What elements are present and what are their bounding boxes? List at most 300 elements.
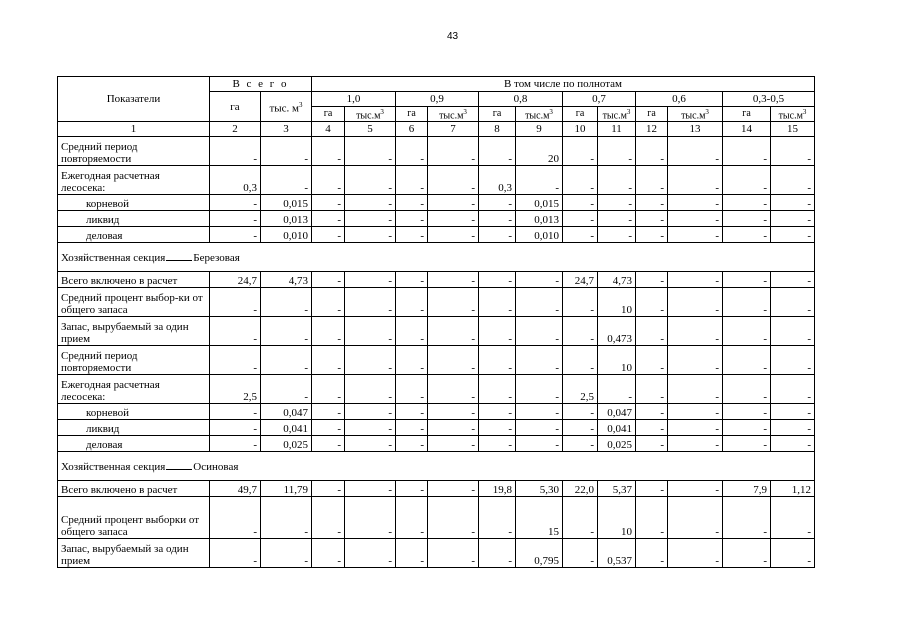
table-cell: - <box>723 420 771 436</box>
table-cell: - <box>723 317 771 346</box>
unit-label: тыс.м <box>439 110 464 122</box>
table-cell: - <box>312 481 345 497</box>
table-cell: - <box>723 539 771 568</box>
section-name: Осиновая <box>193 460 239 473</box>
header-unit-thous-m3 <box>516 107 563 122</box>
header-unit-ha: га <box>312 107 345 122</box>
table-cell: - <box>723 272 771 288</box>
table-cell: - <box>396 211 428 227</box>
table-cell: - <box>261 137 312 166</box>
header-unit-ha: га <box>563 107 598 122</box>
table-cell: - <box>668 166 723 195</box>
header-total-ha: га <box>210 92 261 122</box>
table-cell: - <box>261 497 312 539</box>
header-column-numbers <box>58 122 815 137</box>
table-cell: - <box>636 227 668 243</box>
column-number: 1 <box>58 122 210 137</box>
table-cell: - <box>479 317 516 346</box>
table-row <box>58 227 815 243</box>
row-label: Ежегодная расчетная лесосека: <box>58 166 210 195</box>
table-cell: 0,047 <box>261 404 312 420</box>
table-cell: - <box>516 346 563 375</box>
table-cell: - <box>516 272 563 288</box>
table-cell: - <box>668 227 723 243</box>
table-cell: 0,3 <box>479 166 516 195</box>
table-cell: - <box>598 375 636 404</box>
table-cell: - <box>479 375 516 404</box>
table-cell: 0,013 <box>261 211 312 227</box>
table-cell: - <box>723 404 771 420</box>
table-cell: - <box>668 317 723 346</box>
table-cell: - <box>428 288 479 317</box>
column-number: 5 <box>345 122 396 137</box>
section-heading <box>58 243 815 272</box>
table-cell: - <box>261 317 312 346</box>
section-heading <box>58 452 815 481</box>
table-cell: - <box>563 346 598 375</box>
table-cell: - <box>771 272 815 288</box>
column-number: 6 <box>396 122 428 137</box>
table-cell: - <box>428 211 479 227</box>
table-cell: - <box>345 375 396 404</box>
table-cell: - <box>345 137 396 166</box>
table-cell: - <box>636 404 668 420</box>
table-cell: - <box>312 272 345 288</box>
table-cell: - <box>345 288 396 317</box>
table-cell: 0,795 <box>516 539 563 568</box>
header-density: 1,0 <box>312 92 396 107</box>
table-cell: - <box>479 227 516 243</box>
table-cell: 0,025 <box>261 436 312 452</box>
table-cell: 0,041 <box>598 420 636 436</box>
table-cell: - <box>668 195 723 211</box>
table-cell: - <box>396 166 428 195</box>
table-cell: - <box>428 195 479 211</box>
table-cell: - <box>210 288 261 317</box>
table-cell: - <box>428 137 479 166</box>
table-cell: - <box>479 539 516 568</box>
table-cell: 0,025 <box>598 436 636 452</box>
row-label: Средний процент выбор-ки от общего запаса <box>58 288 210 317</box>
header-unit-ha: га <box>723 107 771 122</box>
table-cell: - <box>668 288 723 317</box>
table-cell: - <box>636 497 668 539</box>
table-cell: - <box>563 166 598 195</box>
table-cell: - <box>345 346 396 375</box>
section-prefix: Хозяйственная секция <box>61 251 166 264</box>
table-cell: 19,8 <box>479 481 516 497</box>
row-label: Ежегодная расчетная лесосека: <box>58 375 210 404</box>
column-number: 15 <box>771 122 815 137</box>
table-cell: 0,015 <box>261 195 312 211</box>
table-cell: 24,7 <box>563 272 598 288</box>
table-cell: - <box>636 137 668 166</box>
unit-label: тыс.м <box>356 110 381 122</box>
column-number: 4 <box>312 122 345 137</box>
table-cell: - <box>312 137 345 166</box>
column-number: 10 <box>563 122 598 137</box>
table-row <box>58 375 815 404</box>
table-cell: 2,5 <box>563 375 598 404</box>
table-cell: - <box>396 436 428 452</box>
table-cell: - <box>396 481 428 497</box>
table-cell: - <box>396 227 428 243</box>
table-cell: - <box>723 497 771 539</box>
table-cell: - <box>396 195 428 211</box>
header-unit-ha: га <box>396 107 428 122</box>
table-row <box>58 317 815 346</box>
table-cell: - <box>345 404 396 420</box>
table-row <box>58 211 815 227</box>
table-row <box>58 452 815 481</box>
table-cell: - <box>396 346 428 375</box>
table-cell: 1,12 <box>771 481 815 497</box>
table-cell: - <box>312 288 345 317</box>
column-number: 11 <box>598 122 636 137</box>
unit-label: тыс.м <box>525 110 550 122</box>
table-row <box>58 539 815 568</box>
table-cell: 2,5 <box>210 375 261 404</box>
unit-superscript: 3 <box>802 108 807 116</box>
table-cell: - <box>428 481 479 497</box>
table-cell: - <box>668 272 723 288</box>
table-cell: 10 <box>598 497 636 539</box>
table-cell: - <box>479 272 516 288</box>
header-unit-thous-m3 <box>771 107 815 122</box>
table-row <box>58 420 815 436</box>
table-cell: - <box>723 288 771 317</box>
table-cell: - <box>428 272 479 288</box>
table-cell: 0,013 <box>516 211 563 227</box>
table-cell: - <box>312 211 345 227</box>
table-cell: - <box>345 272 396 288</box>
table-cell: 49,7 <box>210 481 261 497</box>
row-label: Всего включено в расчет <box>58 481 210 497</box>
table-cell: - <box>771 137 815 166</box>
table-cell: 0,015 <box>516 195 563 211</box>
table-cell: - <box>312 404 345 420</box>
column-number: 2 <box>210 122 261 137</box>
unit-superscript: 3 <box>380 108 384 116</box>
table-row <box>58 272 815 288</box>
table-cell: - <box>516 404 563 420</box>
table-cell: 7,9 <box>723 481 771 497</box>
table-cell: - <box>771 497 815 539</box>
section-name: Березовая <box>193 251 240 264</box>
unit-superscript: 3 <box>705 108 709 116</box>
table-cell: - <box>261 166 312 195</box>
table-cell: - <box>210 346 261 375</box>
table-cell: - <box>563 539 598 568</box>
row-label: ликвид <box>58 420 210 436</box>
table-cell: - <box>210 195 261 211</box>
table-cell: - <box>723 137 771 166</box>
table-cell: 5,30 <box>516 481 563 497</box>
column-number: 14 <box>723 122 771 137</box>
table-cell: - <box>598 211 636 227</box>
row-label: Всего включено в расчет <box>58 272 210 288</box>
table-cell: - <box>428 317 479 346</box>
table-cell: - <box>723 375 771 404</box>
table-cell: - <box>261 288 312 317</box>
unit-superscript: 3 <box>626 108 631 116</box>
table-cell: - <box>723 195 771 211</box>
header-density: 0,3-0,5 <box>723 92 815 107</box>
page-number: 43 <box>446 31 459 42</box>
table-cell: - <box>516 375 563 404</box>
column-number: 3 <box>261 122 312 137</box>
table-cell: - <box>428 497 479 539</box>
table-cell: - <box>396 404 428 420</box>
row-label: Средний период повторяемости <box>58 137 210 166</box>
table-cell: - <box>668 404 723 420</box>
table-cell: - <box>396 317 428 346</box>
table-cell: - <box>771 288 815 317</box>
table-cell: - <box>479 288 516 317</box>
table-row <box>58 436 815 452</box>
table-cell: - <box>261 375 312 404</box>
table-cell: - <box>771 227 815 243</box>
table-cell: - <box>668 497 723 539</box>
table-cell: - <box>598 137 636 166</box>
table-cell: - <box>771 317 815 346</box>
table-cell: - <box>771 539 815 568</box>
table-cell: 11,79 <box>261 481 312 497</box>
column-number: 9 <box>516 122 563 137</box>
table-cell: - <box>668 436 723 452</box>
table-cell: - <box>668 375 723 404</box>
header-unit-ha: га <box>636 107 668 122</box>
table-cell: - <box>428 436 479 452</box>
table-cell: 4,73 <box>598 272 636 288</box>
table-cell: - <box>771 375 815 404</box>
table-cell: - <box>479 497 516 539</box>
table-cell: - <box>210 404 261 420</box>
header-including-by-density: В том числе по полнотам <box>312 77 815 92</box>
table-row <box>58 404 815 420</box>
table-cell: - <box>668 346 723 375</box>
table-cell: - <box>771 436 815 452</box>
table-cell: - <box>396 288 428 317</box>
table-cell: - <box>396 539 428 568</box>
header-total-thous-m3 <box>261 92 312 122</box>
table-cell: - <box>636 195 668 211</box>
section-underline <box>166 460 192 470</box>
table-cell: - <box>210 211 261 227</box>
table-cell: - <box>312 227 345 243</box>
table-cell: 22,0 <box>563 481 598 497</box>
header-total: В с е г о <box>210 77 312 92</box>
table-cell: - <box>668 539 723 568</box>
table-cell: - <box>210 497 261 539</box>
table-cell: - <box>261 539 312 568</box>
table-cell: - <box>210 420 261 436</box>
table-row <box>58 497 815 539</box>
table-cell: - <box>723 211 771 227</box>
table-cell: - <box>396 137 428 166</box>
row-label: Запас, вырубаемый за один прием <box>58 539 210 568</box>
forest-table <box>57 76 815 568</box>
table-cell: - <box>428 227 479 243</box>
table-cell: - <box>636 166 668 195</box>
table-cell: - <box>428 420 479 436</box>
table-cell: - <box>516 317 563 346</box>
table-cell: - <box>396 420 428 436</box>
header-density: 0,6 <box>636 92 723 107</box>
table-cell: - <box>479 436 516 452</box>
header-unit-thous-m3 <box>598 107 636 122</box>
table-cell: - <box>563 227 598 243</box>
table-cell: - <box>396 497 428 539</box>
table-cell: - <box>345 211 396 227</box>
table-cell: - <box>668 137 723 166</box>
header-indicators: Показатели <box>58 77 210 122</box>
table-cell: - <box>516 436 563 452</box>
table-cell: - <box>598 195 636 211</box>
row-label: корневой <box>58 195 210 211</box>
table-cell: - <box>636 346 668 375</box>
table-cell: - <box>428 539 479 568</box>
table-cell: 20 <box>516 137 563 166</box>
table-cell: - <box>312 317 345 346</box>
table-cell: - <box>345 497 396 539</box>
table-cell: - <box>636 272 668 288</box>
table-cell: - <box>210 317 261 346</box>
table-cell: - <box>668 481 723 497</box>
table-cell: - <box>668 420 723 436</box>
table-cell: 24,7 <box>210 272 261 288</box>
table-cell: - <box>563 497 598 539</box>
table-cell: 0,010 <box>516 227 563 243</box>
section-underline <box>166 251 192 261</box>
table-cell: - <box>771 166 815 195</box>
row-label: Средний период повторяемости <box>58 346 210 375</box>
table-row <box>58 481 815 497</box>
table-cell: - <box>771 211 815 227</box>
header-unit-ha: га <box>479 107 516 122</box>
table-cell: 0,047 <box>598 404 636 420</box>
table-cell: - <box>563 436 598 452</box>
table-cell: - <box>428 346 479 375</box>
table-cell: - <box>563 288 598 317</box>
table-cell: 0,473 <box>598 317 636 346</box>
table-cell: - <box>636 539 668 568</box>
table-cell: - <box>771 195 815 211</box>
table-cell: - <box>563 211 598 227</box>
table-cell: - <box>516 166 563 195</box>
table-row <box>58 288 815 317</box>
table-cell: - <box>636 420 668 436</box>
table-cell: - <box>516 288 563 317</box>
column-number: 8 <box>479 122 516 137</box>
unit-superscript: 3 <box>463 108 467 116</box>
table-cell: - <box>345 420 396 436</box>
row-label: Средний процент выборки от общего запаса <box>58 497 210 539</box>
table-cell: - <box>479 137 516 166</box>
table-cell: - <box>210 137 261 166</box>
unit-label: тыс.м <box>778 110 803 122</box>
table-row <box>58 166 815 195</box>
table-cell: - <box>516 420 563 436</box>
column-number: 12 <box>636 122 668 137</box>
column-number: 7 <box>428 122 479 137</box>
table-cell: - <box>312 497 345 539</box>
header-density: 0,9 <box>396 92 479 107</box>
table-cell: - <box>479 211 516 227</box>
table-cell: - <box>479 195 516 211</box>
table-cell: - <box>563 317 598 346</box>
header-row-1 <box>58 77 815 92</box>
table-cell: 0,010 <box>261 227 312 243</box>
table-cell: - <box>636 288 668 317</box>
row-label: Запас, вырубаемый за один прием <box>58 317 210 346</box>
table-cell: - <box>723 436 771 452</box>
table-cell: 0,041 <box>261 420 312 436</box>
table-cell: - <box>210 539 261 568</box>
table-cell: - <box>563 195 598 211</box>
table-row <box>58 346 815 375</box>
unit-superscript: 3 <box>549 108 553 116</box>
table-cell: 10 <box>598 288 636 317</box>
unit-superscript: 3 <box>299 100 303 109</box>
table-cell: - <box>345 317 396 346</box>
table-cell: - <box>312 539 345 568</box>
table-cell: - <box>636 317 668 346</box>
table-cell: 10 <box>598 346 636 375</box>
header-unit-thous-m3 <box>668 107 723 122</box>
table-row <box>58 195 815 211</box>
table-cell: 0,537 <box>598 539 636 568</box>
table-cell: - <box>598 166 636 195</box>
table-cell: - <box>723 227 771 243</box>
table-cell: - <box>312 195 345 211</box>
table-cell: - <box>312 166 345 195</box>
table-cell: - <box>428 166 479 195</box>
table-cell: - <box>479 404 516 420</box>
table-cell: - <box>312 436 345 452</box>
table-cell: - <box>563 404 598 420</box>
table-cell: 15 <box>516 497 563 539</box>
row-label: деловая <box>58 436 210 452</box>
table-cell: - <box>345 481 396 497</box>
table-cell: - <box>723 346 771 375</box>
column-number: 13 <box>668 122 723 137</box>
table-cell: - <box>771 346 815 375</box>
table-cell: - <box>396 375 428 404</box>
row-label: корневой <box>58 404 210 420</box>
unit-label: тыс. м <box>269 102 300 115</box>
section-prefix: Хозяйственная секция <box>61 460 166 473</box>
header-unit-thous-m3 <box>345 107 396 122</box>
table-cell: 5,37 <box>598 481 636 497</box>
header-density: 0,7 <box>563 92 636 107</box>
table-cell: - <box>345 539 396 568</box>
table-cell: - <box>345 166 396 195</box>
table-cell: - <box>261 346 312 375</box>
table-row <box>58 137 815 166</box>
table-cell: - <box>345 195 396 211</box>
row-label: деловая <box>58 227 210 243</box>
table-cell: - <box>668 211 723 227</box>
table-cell: - <box>312 346 345 375</box>
table-row <box>58 243 815 272</box>
header-unit-thous-m3 <box>428 107 479 122</box>
table-cell: 4,73 <box>261 272 312 288</box>
table-cell: - <box>636 211 668 227</box>
table-cell: - <box>210 436 261 452</box>
unit-label: тыс.м <box>681 110 706 122</box>
table-cell: - <box>479 420 516 436</box>
